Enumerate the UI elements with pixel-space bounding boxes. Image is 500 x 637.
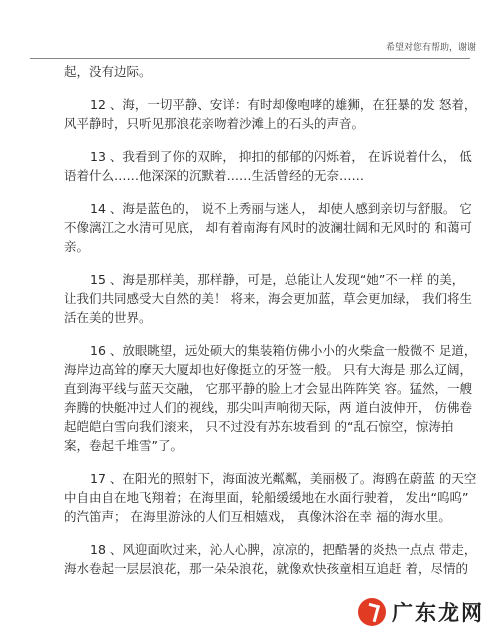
paragraph bbox=[64, 270, 472, 327]
paragraph bbox=[64, 469, 477, 526]
text-line: 17 、在阳光的照射下，海面波光粼粼，美丽极了。海鸥在蔚蓝 的天空 bbox=[90, 471, 477, 486]
text-line: 起，没有边际。 bbox=[64, 64, 152, 79]
paragraph bbox=[64, 199, 472, 256]
text-line: 活在美的世界。 bbox=[64, 310, 152, 325]
text-line: 13 、我看到了你的双眸， 抑扣的郁郁的闪烁着， 在诉说着什么， 低 bbox=[90, 149, 472, 164]
text-line: 海水卷起一层层浪花，那一朵朵浪花，就像欢快孩童相互追赶 着，尽情的 bbox=[64, 561, 468, 576]
text-line: 15 、海是那样美，那样静，可是，总能让人发现“她”不一样 的美， bbox=[90, 272, 465, 287]
header-divider bbox=[30, 58, 470, 59]
text-line: 奔腾的快艇冲过人们的视线，那尖叫声响彻天际，两 道白波伸开， 仿佛卷 bbox=[64, 400, 472, 415]
text-line: 12 、海，一切平静、安详：有时却像咆哮的雄狮，在狂暴的发 怒着， bbox=[90, 97, 477, 112]
paragraph bbox=[64, 95, 477, 133]
paragraph bbox=[64, 341, 477, 455]
text-line: 16 、放眼眺望，远处硕大的集装箱仿佛小小的火柴盒一般微不 足道， bbox=[90, 343, 477, 358]
text-line: 中自由自在地飞翔着；在海里面，轮船缓缓地在水面行驶着， 发出“呜呜” bbox=[64, 490, 469, 505]
paragraph bbox=[64, 540, 477, 578]
text-line: 不像漓江之水清可见底， 却有着南海有风时的波澜壮阔和无风时的 和蔼可 bbox=[64, 220, 472, 235]
text-line: 风平静时，只听见那浪花亲吻着沙滩上的石头的声音。 bbox=[64, 116, 365, 131]
logo-mark-icon bbox=[358, 598, 386, 626]
text-line: 起皑皑白雪向我们滚来， 只不过没有苏东坡看到 的“乱石惊空，惊涛拍 bbox=[64, 419, 454, 434]
text-line: 的汽笛声； 在海里游泳的人们互相嬉戏， 真像沐浴在幸 福的海水里。 bbox=[64, 509, 451, 524]
document-body bbox=[64, 62, 477, 592]
text-line: 亲。 bbox=[64, 239, 90, 254]
header-note: 希望对您有帮助，谢谢 bbox=[385, 43, 476, 53]
watermark-text: 广东龙网 bbox=[392, 601, 484, 625]
watermark bbox=[350, 593, 492, 631]
text-line: 18 、风迎面吹过来，沁人心脾，凉凉的，把酷暑的炎热一点点 带走， bbox=[90, 542, 477, 557]
paragraph bbox=[64, 62, 444, 81]
text-line: 语着什么……他深深的沉默着……生活曾经的无奈…… bbox=[64, 168, 365, 183]
paragraph bbox=[64, 147, 472, 185]
text-line: 14 、海是蓝色的， 说不上秀丽与迷人， 却使人感到亲切与舒服。 它 bbox=[90, 201, 472, 216]
text-line: 让我们共同感受大自然的美！ 将来，海会更加蓝，草会更加绿， 我们将生 bbox=[64, 291, 472, 306]
text-line: 案，卷起千堆雪”了。 bbox=[64, 438, 183, 453]
text-line: 海岸边高耸的摩天大厦却也好像挺立的牙签一般。 只有大海是 那么辽阔， bbox=[64, 362, 472, 377]
text-line: 直到海平线与蓝天交融， 它那平静的脸上才会显出阵阵笑 容。猛然，一艘 bbox=[64, 381, 472, 396]
